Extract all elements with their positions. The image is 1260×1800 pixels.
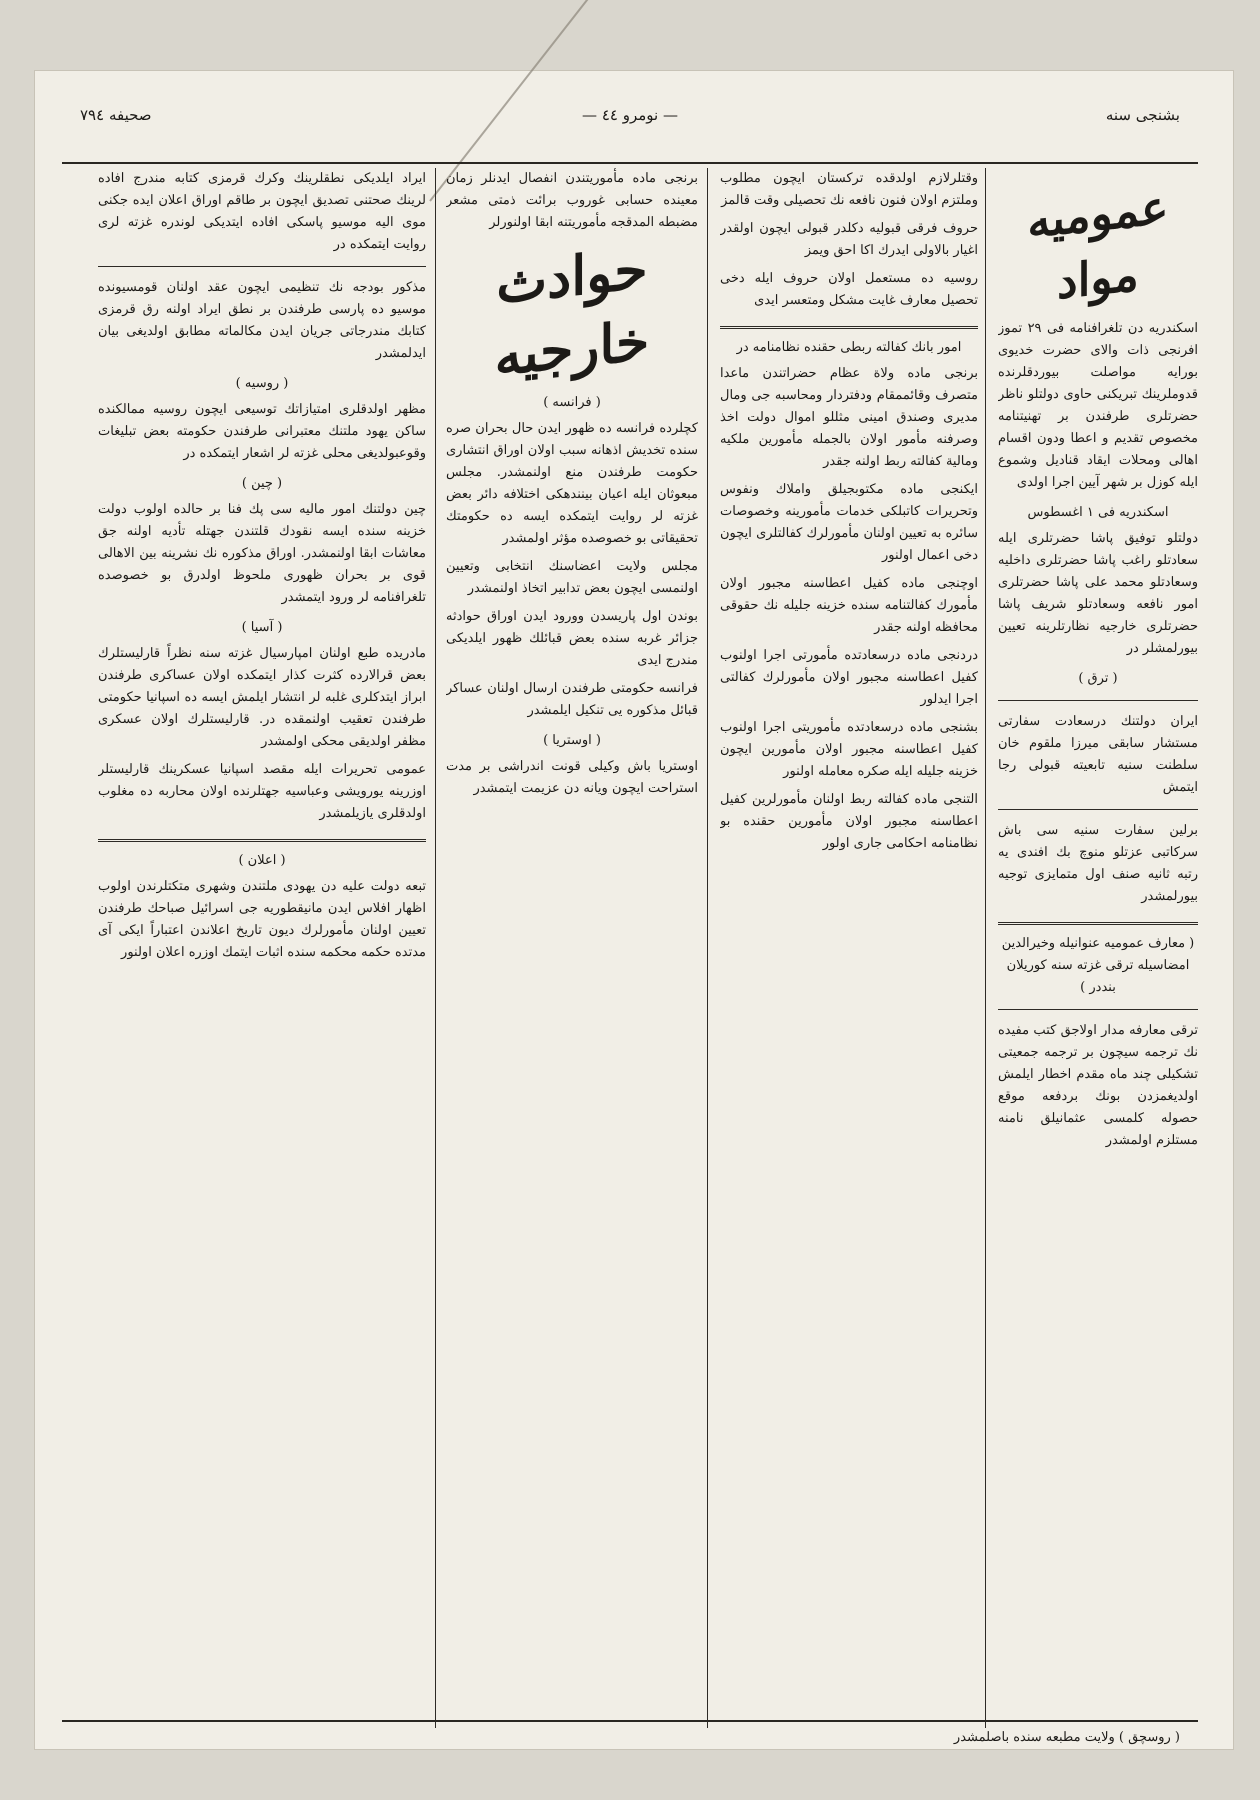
article-paragraph: اسكندريه دن تلغرافنامه فى ٢٩ تموز افرنجى ذات والاى حضرت خديوى بورايه مواصلت بيوردقلرنده قدوملرينك تبريكنى حاوى دولتلو ناظر حضرتلرى طرفندن بر تهنيتنامه مخصوص تقديم و اعطا ودون اقسام اهالى ومحلات ايقاد قناديل وشموع ايله كوزل بر شهر آيين اجرا اولدى: [998, 321, 1198, 490]
section-heading: امور بانك كفالته ربطى حقنده نظامنامه در: [736, 340, 962, 355]
article-paragraph: ايران دولتنك درسعادت سفارتى مستشار سابقى ميرزا ملقوم خان سلطنت سنيه تابعيته قبولى رجا ايتمش: [998, 714, 1198, 795]
article-paragraph: مظهر اولدقلرى امتيازاتك توسيعى ايچون روسيه ممالكنده ساكن يهود ملتنك معتبرانى طرفندن حكومته بعض تبليغات وقوعبولديغى محلى غزته لر اشعار ايتمكده در: [98, 402, 426, 461]
article-paragraph: وقتلرلازم اولدقده تركستان ايچون مطلوب وملتزم اولان فنون نافعه نك تحصيلى وقت قالمز: [720, 171, 978, 208]
divider: [998, 809, 1198, 810]
column-rule: [435, 168, 436, 1728]
divider: [998, 700, 1198, 701]
date-heading: اسكندريه فى ١ اغسطوس: [1027, 505, 1169, 520]
divider: [98, 266, 426, 267]
source-tag: ( ترق ): [1078, 671, 1118, 686]
article-paragraph: مجلس ولايت اعضاسنك انتخابى وتعيين اولنمسى ايچون بعض تدابير اتخاذ اولنمشدر: [446, 559, 698, 596]
article-paragraph: ايراد ايلديكى نطقلرينك وكرك قرمزى كتابه مندرج افاده لرينك صحتنى تصديق ايچون بر طاقم اوراق اعلان ايده جكنى موى اليه موسيو پاسكى افاده ايتديكى لوندره غزته لرى روايت ايتمكده در: [98, 171, 426, 252]
article-paragraph: مادريده طبع اولنان امپارسيال غزته سنه نظراً قارليستلرك بعض قرالارده كثرت كذار ايتمكده اولان عساكرى طرفندن ابراز ايتدكلرى غلبه لر انتشار ايلمش ايسه ده اسپانيا حكومتى طرفندن تعقيب اولنمقده در. قارليستلرك اولان عسكرى مظفر اولديقى محكى اولمشدر: [98, 646, 426, 749]
column-3: [446, 168, 698, 1728]
article-paragraph: روسيه ده مستعمل اولان حروف ايله دخى تحصيل معارف غايت مشكل ومتعسر ايدى: [720, 271, 978, 308]
article-paragraph: ترقى معارفه مدار اولاجق كتب مفيده نك ترجمه سيچون بر ترجمه جمعيتى تشكيلى چند ماه مقدم اخطار ايلمش اولديغمزدن بونك بردفعه موقع حصوله كلمسى عثمانيلق نامنه مستلزم اولمشدر: [998, 1023, 1198, 1148]
divider: [998, 1009, 1198, 1010]
country-heading: ( فرانسه ): [543, 395, 601, 410]
section-masthead: عموميه مواد: [1027, 179, 1169, 310]
header-issue: — نومرو ٤٤ —: [582, 106, 678, 124]
column-2: [720, 168, 978, 1728]
regulation-article: ايكنجى ماده مكتوبجيلق واملاك ونفوس وتحريرات كاتبلكى خدمات مأمورينه وخصوصات سائره به تعيين اولنان مأمورلرك كفالتلرى ايچون دخى اعمال اولنور: [720, 482, 978, 563]
country-heading: ( چين ): [241, 476, 283, 491]
regulation-article: اوچنجى ماده كفيل اعطاسنه مجبور اولان مأمورك كفالتنامه سنده خزينه جليله نك حقوقى محافظه اولنه جقدر: [720, 576, 978, 635]
article-paragraph: چين دولتنك امور ماليه سى پك فنا بر حالده اولوب دولت خزينه سنده ايسه نقودك قلتندن جهتله تأديه اولنه جق معاشات ابقا اولنمشدر. اوراق مذكوره نك نشرينه بين الاهالى قوى بر بحران ظهورى ملحوظ اولدرق بو خصوصده تلغرافنامه لر ورود ايتمشدر: [98, 502, 426, 605]
article-paragraph: برنجى ماده مأموريتندن انفصال ايدنلر زمان معينده حسابى غوروب برائت ذمتى مشعر مضبطه المدقجه مأموريتنه ابقا اولنورلر: [446, 171, 698, 230]
article-paragraph: بوندن اول پاريسدن وورود ايدن اوراق حوادثه جزائر غربه سنده بعض قبائلك ظهور ايلديكى مندرج ايدى: [446, 609, 698, 668]
header-year: بشنجى سنه: [1105, 106, 1180, 124]
notice-heading: ( معارف عموميه عنوانيله وخيرالدين امضاسيله ترقى غزته سنه كوريلان بنددر ): [1001, 936, 1195, 995]
column-4: [98, 168, 426, 1728]
regulation-article: التنجى ماده كفالته ربط اولنان مأمورلرين كفيل اعطاسنه مجبور اولان مأمورين حقنده بو نظامنامه احكامى جارى اولور: [720, 792, 978, 851]
columns: [62, 168, 1198, 1728]
article-paragraph: فرانسه حكومتى طرفندن ارسال اولنان عساكر قبائل مذكوره يى تنكيل ايلمشدر: [446, 681, 698, 718]
notice-heading: ( اعلان ): [238, 853, 286, 868]
country-heading: ( روسيه ): [235, 376, 289, 391]
page-header: [62, 92, 1198, 164]
article-paragraph: تبعه دولت عليه دن يهودى ملتندن وشهرى متكتلرندن اولوب اظهار افلاس ايدن مانيقطوريه جى اسرائيل صباحك طرفندن تعيين اولنان مأمورلرك ديون تاريخ اعلاندن اعتباراً ايكى آى مدتده حكمه محكمه سنده اثبات ايتمك اوزره اعلان اولنور: [98, 879, 426, 960]
column-1: [998, 168, 1198, 1728]
article-paragraph: كچلرده فرانسه ده ظهور ايدن حال بحران صره سنده تخديش اذهانه سبب اولان اوراق انتشارى حكومت طرفندن منع اولنمشدر. مجلس مبعوثان ايله اعيان بينندهكى اختلافه دائر بعض غزته لر روايت ايتمكده ايسه ده حكومتك تحقيقاتى بو خصوصده مؤثر اولمشدر: [446, 421, 698, 546]
divider: [720, 326, 978, 329]
regulation-article: بشنجى ماده درسعادتده مأموريتى اجرا اولنوب كفيل اعطاسنه مجبور اولان مأمورين ايچون خزينه جليله ايله صكره معامله اولنور: [720, 720, 978, 779]
article-paragraph: دولتلو توفيق پاشا حضرتلرى ايله سعادتلو راغب پاشا حضرتلرى داخليه وسعادتلو محمد على پاشا حضرتلرى امور نافعه وسعادتلو شريف پاشا حضرتلرى خارجيه نظارتلرينه تعيين بيورلمشلر در: [998, 531, 1198, 656]
article-paragraph: برلين سفارت سنيه سى باش سركاتبى عزتلو منوچ بك افندى يه رتبه ثانيه صنف اول متمايزى توجيه بيورلمشدر: [998, 823, 1198, 904]
article-paragraph: اوستريا باش وكيلى قونت اندراشى بر مدت استراحت ايچون ويانه دن عزيمت ايتمشدر: [446, 759, 698, 796]
divider: [998, 922, 1198, 925]
foreign-news-masthead: حوادث خارجيه: [494, 236, 650, 389]
regulation-article: دردنجى ماده درسعادتده مأمورتى اجرا اولنوب كفيل اعطاسنه مجبور اولان مأمورلرك كفالتى اجرا ايدلور: [720, 648, 978, 707]
printer-imprint: ( روسچق ) ولايت مطبعه سنده باصلمشدر: [953, 1730, 1180, 1745]
column-rule: [707, 168, 708, 1728]
header-page: صحيفه ٧٩٤: [80, 106, 152, 124]
divider: [98, 839, 426, 842]
column-rule: [985, 168, 986, 1728]
article-paragraph: عمومى تحريرات ايله مقصد اسپانيا عسكرينك قارليستلر اوزرينه يورويشى وعباسيه جهتلرنده اولان محاربه ده مغلوب اولدقلرى يازيلمشدر: [98, 762, 426, 821]
country-heading: ( اوستريا ): [543, 733, 601, 748]
article-paragraph: حروف فرقى قبوليه دكلدر قبولى ايچون اولقدر اغيار بالاولى ايدرك اكا احق ويمز: [720, 221, 978, 258]
article-paragraph: مذكور بودجه نك تنظيمى ايچون عقد اولنان قومسيونده موسيو ده پارسى طرفندن بر نطق ايراد اولنه رق قرمزى كتابك مندرجاتى جريان ايدن مكالماته مطابق اولديغى بيان ايدلمشدر: [98, 280, 426, 361]
regulation-article: برنجى ماده ولاة عظام حضراتندن ماعدا متصرف وقائممقام ودفتردار ومحاسبه جى ومال مديرى وصندق امينى مثللو اموال دولت اخذ وصرفنه مأمور اولان بالجمله مأمورين ملكيه ومالية كفالته ربط اولنه جقدر: [720, 366, 978, 469]
country-heading: ( آسيا ): [241, 620, 283, 635]
page-footer: [62, 1720, 1198, 1752]
